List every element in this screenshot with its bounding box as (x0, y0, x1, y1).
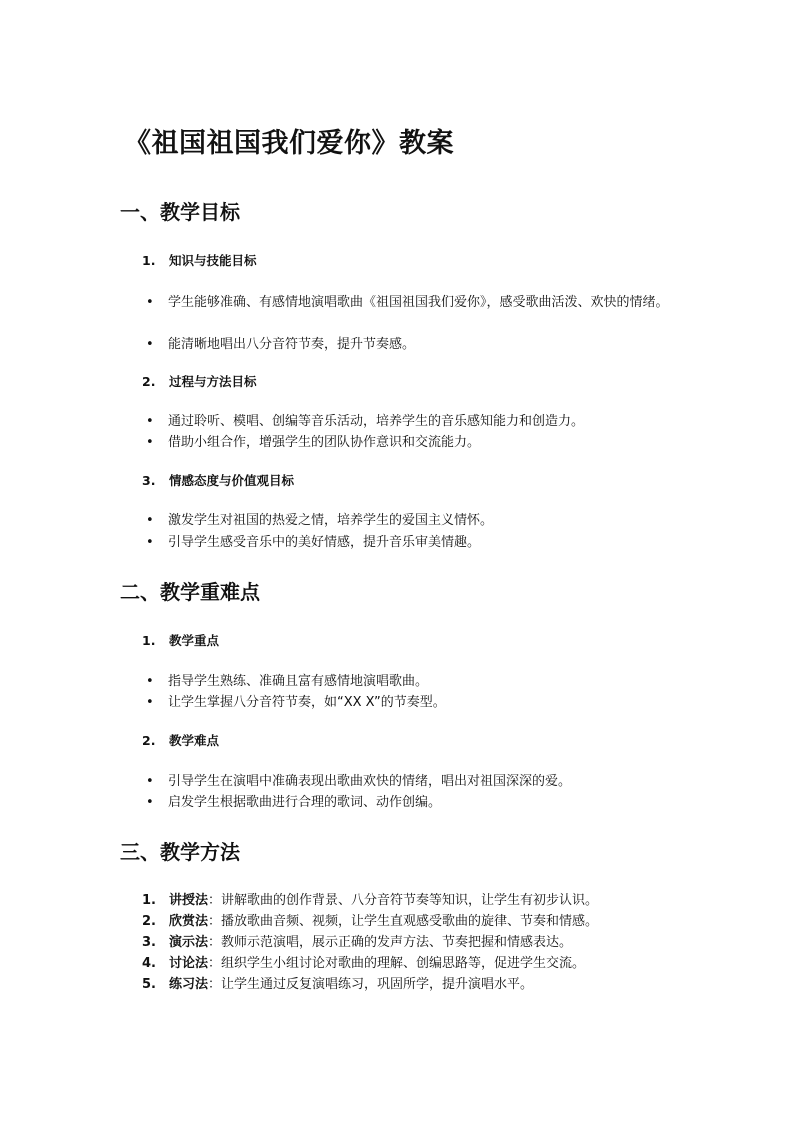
list-number: 1. (142, 633, 156, 648)
list-item-text: 引导学生在演唱中准确表现出歌曲欢快的情绪，唱出对祖国深深的爱。 (168, 774, 572, 789)
list-item (146, 432, 686, 453)
section-heading-key-points: 二、教学重难点 (120, 580, 260, 604)
bullet-icon: • (146, 435, 154, 450)
subsection-label: 教学难点 (169, 733, 220, 748)
section-heading-objectives: 一、教学目标 (120, 200, 240, 224)
method-description: ：让学生通过反复演唱练习，巩固所学，提升演唱水平。 (208, 977, 534, 992)
bullet-icon: • (146, 337, 154, 352)
subsection-label: 过程与方法目标 (169, 374, 257, 389)
bullet-icon: • (146, 774, 154, 789)
list-number: 1. (142, 893, 156, 908)
subsection-heading (142, 251, 257, 271)
method-term: 讨论法 (169, 956, 209, 971)
list-item-text: 引导学生感受音乐中的美好情感，提升音乐审美情趣。 (168, 535, 481, 550)
list-item (146, 411, 686, 432)
method-description: ：讲解歌曲的创作背景、八分音符节奏等知识，让学生有初步认识。 (208, 893, 599, 908)
subsection-heading (142, 372, 257, 392)
bullet-icon: • (146, 513, 154, 528)
list-item-text: 学生能够准确、有感情地演唱歌曲《祖国祖国我们爱你》，感受歌曲活泼、欢快的情绪。 (168, 295, 669, 310)
bullet-icon: • (146, 695, 154, 710)
list-item-text: 让学生掌握八分音符节奏，如“XX X”的节奏型。 (168, 695, 446, 710)
list-item (142, 953, 702, 974)
document-title: 《祖国祖国我们爱你》教案 (124, 128, 454, 159)
list-item-text: 激发学生对祖国的热爱之情，培养学生的爱国主义情怀。 (168, 513, 494, 528)
list-number: 5. (142, 977, 156, 992)
list-item (142, 974, 702, 995)
bullet-icon: • (146, 795, 154, 810)
bullet-icon: • (146, 295, 154, 310)
list-item (142, 932, 702, 953)
list-number: 4. (142, 956, 156, 971)
list-item (146, 692, 686, 713)
list-item-text: 能清晰地唱出八分音符节奏，提升节奏感。 (168, 337, 416, 352)
bullet-icon: • (146, 674, 154, 689)
method-term: 练习法 (169, 977, 209, 992)
method-term: 讲授法 (169, 893, 209, 908)
list-number: 2. (142, 914, 156, 929)
list-item (146, 671, 686, 692)
subsection-label: 知识与技能目标 (169, 253, 257, 268)
list-item (146, 532, 686, 553)
list-item (146, 292, 686, 313)
list-number: 3. (142, 935, 156, 950)
subsection-label: 教学重点 (169, 633, 220, 648)
list-number: 3. (142, 473, 156, 488)
bullet-icon: • (146, 535, 154, 550)
list-item (146, 771, 686, 792)
method-description: ：组织学生小组讨论对歌曲的理解、创编思路等，促进学生交流。 (208, 956, 586, 971)
list-number: 2. (142, 374, 156, 389)
subsection-heading (142, 471, 294, 491)
list-item-text: 启发学生根据歌曲进行合理的歌词、动作创编。 (168, 795, 442, 810)
list-item (142, 890, 702, 911)
method-description: ：教师示范演唱，展示正确的发声方法、节奏把握和情感表达。 (208, 935, 573, 950)
method-term: 演示法 (169, 935, 209, 950)
list-item-text: 通过聆听、模唱、创编等音乐活动，培养学生的音乐感知能力和创造力。 (168, 414, 585, 429)
list-item (146, 792, 686, 813)
subsection-heading (142, 631, 219, 651)
list-item-text: 指导学生熟练、准确且富有感情地演唱歌曲。 (168, 674, 429, 689)
method-description: ：播放歌曲音频、视频，让学生直观感受歌曲的旋律、节奏和情感。 (208, 914, 599, 929)
list-item (146, 510, 686, 531)
list-number: 2. (142, 733, 156, 748)
bullet-icon: • (146, 414, 154, 429)
list-item (142, 911, 702, 932)
section-heading-methods: 三、教学方法 (120, 840, 240, 864)
list-item (146, 334, 686, 355)
subsection-heading (142, 731, 219, 751)
method-term: 欣赏法 (169, 914, 209, 929)
subsection-label: 情感态度与价值观目标 (169, 473, 295, 488)
list-item-text: 借助小组合作，增强学生的团队协作意识和交流能力。 (168, 435, 481, 450)
list-number: 1. (142, 253, 156, 268)
